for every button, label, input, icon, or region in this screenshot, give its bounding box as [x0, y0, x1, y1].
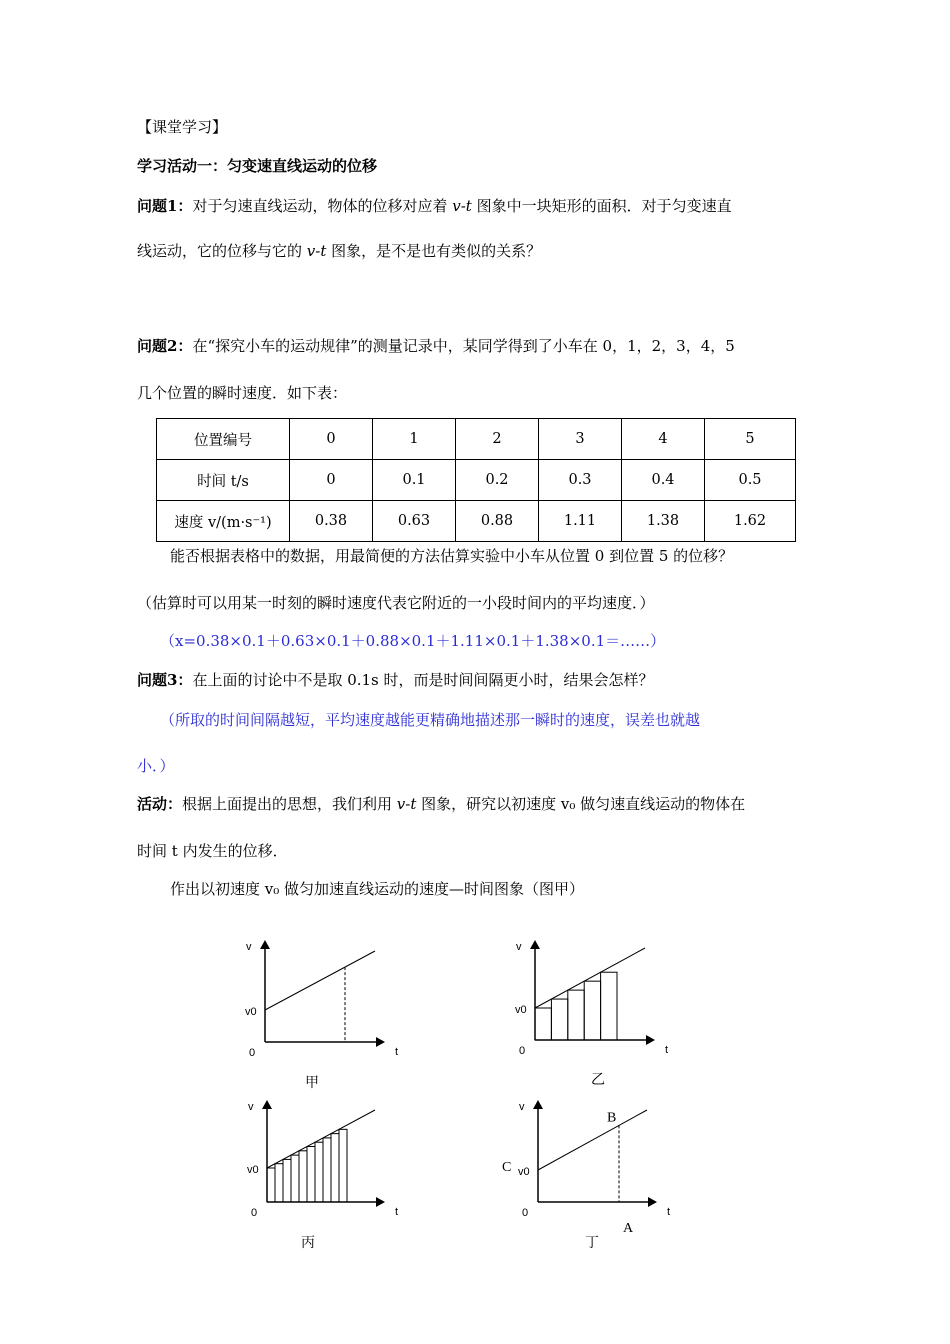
table-cell: 0.2	[456, 460, 539, 501]
table-cell: 5	[705, 419, 796, 460]
t-axis-arrow-icon	[376, 1037, 385, 1047]
v-axis-arrow-icon	[530, 940, 540, 949]
vt-term: v-t	[452, 197, 472, 215]
question2-line2: 几个位置的瞬时速度．如下表：	[137, 384, 348, 402]
table-cell: 3	[539, 419, 622, 460]
t-axis-arrow-icon	[376, 1197, 385, 1207]
table-cell: 0.88	[456, 501, 539, 542]
v-axis-arrow-icon	[533, 1100, 543, 1109]
answer3-line2: 小．）	[137, 757, 175, 775]
table-cell: 0.5	[705, 460, 796, 501]
q1-label: 问题1：	[137, 197, 193, 215]
approximation-bar	[339, 1129, 347, 1202]
table-cell: 0.63	[373, 501, 456, 542]
q3-text: 在上面的讨论中不是取 0.1s 时，而是时间间隔更小时，结果会怎样？	[192, 671, 654, 689]
t-axis-arrow-icon	[646, 1035, 655, 1045]
table-cell: 4	[622, 419, 705, 460]
v0-label: v0	[247, 1164, 259, 1176]
table-cell: 2	[456, 419, 539, 460]
velocity-line	[267, 1110, 375, 1168]
graph-caption: 丙	[301, 1235, 315, 1251]
q2-text: 在“探究小车的运动规律”的测量记录中，某同学得到了小车在 0，1，2，3，4，5	[192, 337, 735, 355]
vt-term: v-t	[396, 795, 417, 813]
q1-text: 图象中一块矩形的面积．对于匀变速直	[471, 197, 732, 215]
estimate-hint: （估算时可以用某一时刻的瞬时速度代表它附近的一小段时间内的平均速度．）	[137, 594, 655, 612]
point-b-label: B	[607, 1110, 617, 1126]
origin-label: 0	[519, 1045, 526, 1057]
approximation-bar	[299, 1151, 307, 1202]
table-cell: 0.3	[539, 460, 622, 501]
activity-text: 图象，研究以初速度 v₀ 做匀速直线运动的物体在	[416, 795, 746, 813]
table-cell: 0.4	[622, 460, 705, 501]
approximation-bar	[291, 1155, 299, 1202]
instruction: 作出以初速度 v₀ 做匀加速直线运动的速度—时间图象（图甲）	[170, 880, 585, 898]
table-cell: 1	[373, 419, 456, 460]
velocity-line	[535, 948, 645, 1008]
approximation-bar	[568, 990, 584, 1040]
table-cell: 位置编号	[157, 419, 290, 460]
activity1-title: 学习活动一：匀变速直线运动的位移	[137, 157, 378, 175]
approximation-bar	[601, 972, 617, 1040]
v-label: v	[246, 941, 252, 953]
answer3-line1: （所取的时间间隔越短，平均速度越能更精确地描述那一瞬时的速度，误差也就越	[160, 711, 701, 729]
v-label: v	[519, 1101, 525, 1113]
velocity-line	[538, 1110, 647, 1170]
q1-text: 线运动，它的位移与它的	[137, 242, 307, 260]
graph-caption: 甲	[305, 1075, 319, 1091]
table-cell: 1.38	[622, 501, 705, 542]
estimate-formula: （x=0.38×0.1＋0.63×0.1＋0.88×0.1＋1.11×0.1＋1.38×0.1＝……）	[160, 632, 666, 650]
t-label: t	[665, 1044, 669, 1056]
q1-text: 图象，是不是也有类似的关系？	[326, 242, 542, 260]
q1-text: 对于匀速直线运动，物体的位移对应着	[192, 197, 453, 215]
t-label: t	[667, 1206, 671, 1218]
table-cell: 0.38	[290, 501, 373, 542]
approximation-bar	[307, 1147, 315, 1202]
approximation-bar	[535, 1008, 551, 1040]
activity-line2: 时间 t 内发生的位移．	[137, 842, 288, 860]
t-axis-arrow-icon	[648, 1197, 657, 1207]
table-cell: 0	[290, 460, 373, 501]
v-axis-arrow-icon	[262, 1100, 272, 1109]
approximation-bar	[267, 1168, 275, 1202]
section-heading: 【课堂学习】	[137, 118, 228, 136]
approximation-bar	[331, 1134, 339, 1202]
table-cell: 1.11	[539, 501, 622, 542]
table-cell: 0	[290, 419, 373, 460]
approximation-bar	[275, 1164, 283, 1202]
v-label: v	[516, 941, 522, 953]
table-cell: 时间 t/s	[157, 460, 290, 501]
approximation-bar	[315, 1142, 323, 1202]
approximation-bar	[584, 981, 600, 1040]
v-label: v	[248, 1101, 254, 1113]
origin-label: 0	[522, 1207, 529, 1219]
graph-caption: 丁	[585, 1235, 599, 1251]
approximation-bar	[323, 1138, 331, 1202]
q3-label: 问题3：	[137, 671, 193, 689]
table-cell: 0.1	[373, 460, 456, 501]
t-label: t	[395, 1206, 399, 1218]
activity-label: 活动：	[137, 795, 183, 813]
velocity-line	[265, 951, 375, 1010]
approximation-bar	[283, 1159, 291, 1202]
origin-label: 0	[251, 1207, 258, 1219]
estimate-question: 能否根据表格中的数据，用最简便的方法估算实验中小车从位置 0 到位置 5 的位移？	[170, 547, 734, 565]
v0-label: v0	[518, 1166, 530, 1178]
v0-label: v0	[515, 1004, 527, 1016]
point-a-label: A	[623, 1221, 634, 1236]
vt-term: v-t	[306, 242, 327, 260]
approximation-bar	[551, 999, 567, 1040]
graph-caption: 乙	[591, 1072, 605, 1088]
table-cell: 速度 v/(m·s⁻¹)	[157, 501, 290, 542]
table-cell: 1.62	[705, 501, 796, 542]
activity-text: 根据上面提出的思想，我们利用	[182, 795, 397, 813]
t-label: t	[395, 1046, 399, 1058]
q2-label: 问题2：	[137, 337, 193, 355]
point-c-label: C	[502, 1160, 512, 1175]
v-axis-arrow-icon	[260, 940, 270, 949]
v0-label: v0	[245, 1006, 257, 1018]
origin-label: 0	[249, 1047, 256, 1059]
